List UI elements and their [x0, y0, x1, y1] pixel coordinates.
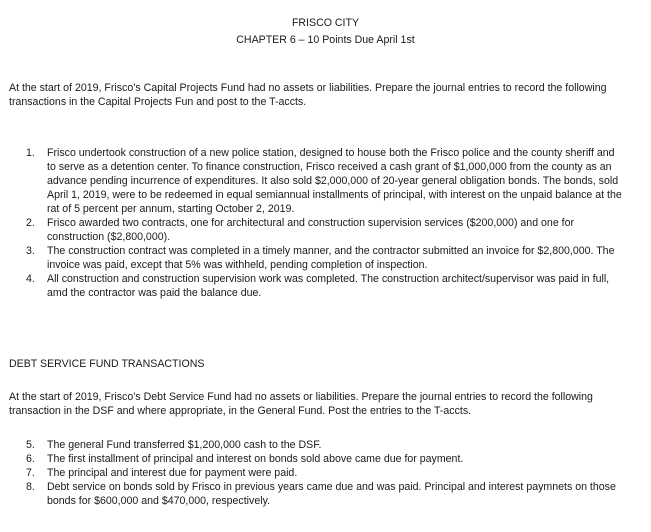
capital-projects-intro: At the start of 2019, Frisco’s Capital Projects Fund had no assets or liabilities. Prepare the journal entries to record the following transactions in the Capital Projects Fun and post to the T-accts. — [9, 82, 607, 108]
list-item-number: 7. — [26, 467, 35, 479]
list-item-number: 3. — [26, 245, 35, 257]
list-item-number: 4. — [26, 273, 35, 285]
list-item-text: All construction and construction supervision work was completed. The construction architect/supervisor was paid in full, amd the contractor was paid the balance due. — [47, 273, 610, 299]
debt-service-list — [26, 438, 626, 508]
document-title: FRISCO CITY — [291, 17, 360, 29]
debt-service-intro: At the start of 2019, Frisco’s Debt Service Fund had no assets or liabilities. Prepare the journal entries to record the following transaction in the DSF and where appropriate, in the General Fund. Post the entries to the T-accts. — [9, 391, 593, 417]
list-item-text: Frisco awarded two contracts, one for architectural and construction supervision services ($200,000) and one for construction ($2,800,000). — [47, 217, 575, 243]
list-item — [26, 272, 626, 300]
list-item — [26, 452, 626, 466]
list-item-text: The first installment of principal and interest on bonds sold above came due for payment. — [47, 453, 464, 465]
list-item — [26, 216, 626, 244]
list-item — [26, 466, 626, 480]
list-item — [26, 244, 626, 272]
debt-service-heading: DEBT SERVICE FUND TRANSACTIONS — [9, 358, 205, 370]
list-item — [26, 480, 626, 508]
list-item-number: 2. — [26, 217, 35, 229]
list-item-text: The general Fund transferred $1,200,000 cash to the DSF. — [47, 439, 322, 451]
list-item — [26, 146, 626, 216]
list-item — [26, 438, 626, 452]
document-subtitle: CHAPTER 6 – 10 Points Due April 1st — [236, 34, 415, 46]
capital-projects-list — [26, 146, 626, 300]
list-item-text: The construction contract was completed in a timely manner, and the contractor submitted an invoice for $2,800,000. The invoice was paid, except that 5% was withheld, pending completion of inspection. — [47, 245, 615, 271]
list-item-number: 8. — [26, 481, 35, 493]
list-item-number: 6. — [26, 453, 35, 465]
list-item-text: The principal and interest due for payment were paid. — [47, 467, 298, 479]
list-item-text: Frisco undertook construction of a new police station, designed to house both the Frisco police and the county sheriff and to serve as a detention center. To finance construction, Frisco received a cash grant of $1,000,000 from the county as an advance pending incurrence of expenditures. It also sold $2,000,000 of 20-year general obligation bonds. The bonds, sold April 1, 2019, were to be redeemed in equal semiannual installments of principal, with interest on the unpaid balance at the rat of 5 percent per annum, starting October 2, 2019. — [47, 147, 622, 215]
list-item-text: Debt service on bonds sold by Frisco in previous years came due and was paid. Principal and interest paymnets on those bonds for $600,000 and $470,000, respectively. — [47, 481, 616, 507]
list-item-number: 5. — [26, 439, 35, 451]
list-item-number: 1. — [26, 147, 35, 159]
